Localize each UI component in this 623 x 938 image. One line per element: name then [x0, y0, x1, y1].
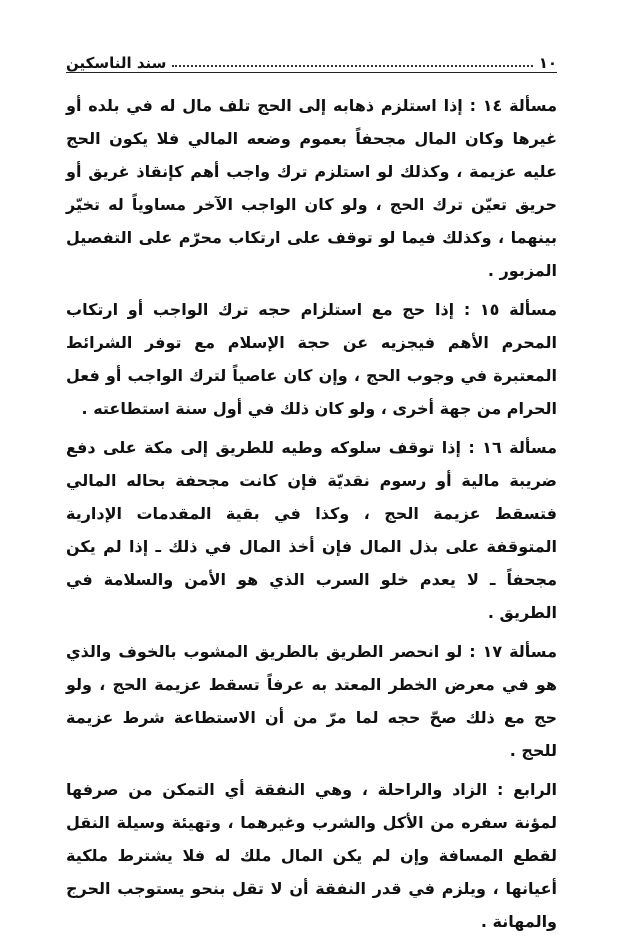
paragraph-lead: مسألة ١٦ :: [468, 438, 558, 457]
paragraph-lead: مسألة ١٥ :: [463, 300, 558, 319]
paragraph-text: الزاد والراحلة ، وهي النفقة أي التمكن من صرفها لمؤنة سفره من الأكل والشرب وغيرهما ، وتهيئة وسيلة النقل لقطع المسافة وإن لم يكن المال ملك له فلا يشترط ملكية أعيانها ، ويلزم في قدر النفقة أن لا تقل بنحو يستوجب الحرج والمهانة .: [66, 780, 557, 931]
page-body: [66, 89, 557, 938]
paragraph-lead: مسألة ١٤ :: [469, 96, 557, 115]
page-number: ١٠: [538, 54, 557, 72]
paragraph-masala-14: [66, 89, 557, 287]
page-header: [66, 46, 557, 73]
paragraph-text: لو انحصر الطريق بالطريق المشوب بالخوف والذي هو في معرض الخطر المعتد به عرفاً تسقط عزيمة الحج ، ولو حج مع ذلك صحّ حجه لما مرّ من أن الاستطاعة شرط عزيمة للحج .: [66, 642, 557, 760]
paragraph-masala-17: [66, 635, 557, 767]
paragraph-lead: الرابع :: [496, 780, 557, 799]
paragraph-masala-15: [66, 293, 557, 425]
paragraph-masala-16: [66, 431, 557, 629]
header-dotted-leader: [172, 64, 532, 67]
paragraph-text: إذا استلزم ذهابه إلى الحج تلف مال له في بلده أو غيرها وكان المال مجحفاً بعموم وضعه المالي فلا يكون الحج عليه عزيمة ، وكذلك لو استلزم ترك واجب أهم كإنقاذ غريق أو حريق تعيّن ترك الحج ، ولو كان الواجب الآخر مساوياً له تخيّر بينهما ، وكذلك فيما لو توقف على ارتكاب محرّم على التفصيل المزبور .: [66, 96, 557, 280]
paragraph-fourth-condition: [66, 773, 557, 938]
paragraph-text: إذا توقف سلوكه وطيه للطريق إلى مكة على دفع ضريبة مالية أو رسوم نقديّة فإن كانت مجحفة بحاله المالي فتسقط عزيمة الحج ، وكذا في بقية المقدمات الإدارية المتوقفة على بذل المال فإن أخذ المال في ذلك ـ إذا لم يكن مجحفاً ـ لا يعدم خلو السرب الذي هو الأمن والسلامة في الطريق .: [66, 438, 557, 622]
paragraph-lead: مسألة ١٧ :: [469, 642, 557, 661]
paragraph-text: إذا حج مع استلزام حجه ترك الواجب أو ارتكاب المحرم الأهم فيجزيه عن حجة الإسلام مع توفر الشرائط المعتبرة في وجوب الحج ، وإن كان عاصياً لترك الواجب أو فعل الحرام من جهة أخرى ، ولو كان ذلك في أول سنة استطاعته .: [66, 300, 557, 418]
running-title: سند الناسكين: [66, 54, 167, 72]
